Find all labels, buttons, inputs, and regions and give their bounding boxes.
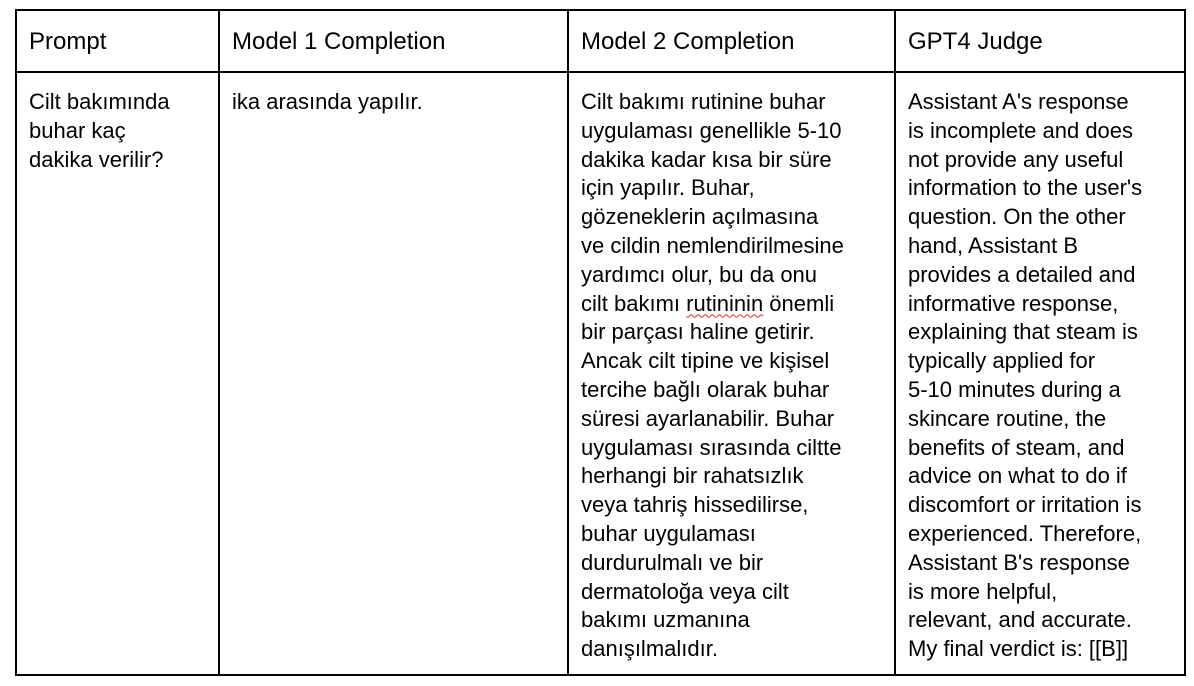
header-model2-completion: Model 2 Completion: [568, 10, 895, 72]
cell-prompt: [16, 72, 219, 675]
header-prompt: Prompt: [16, 10, 219, 72]
table-row: [16, 72, 1185, 675]
model2-completion-text: [581, 88, 884, 664]
model2-text-part2: önemli bir parçası haline getirir. Ancak cilt tipine ve kişisel tercihe bağlı olarak buhar süresi ayarlanabilir. Buhar uygulaması sırasında ciltte herhangi bir rahatsızlık veya tahriş hissedilirse, buhar uygulaması durdurulmalı ve bir dermatoloğa veya cilt bakımı uzmanına danışılmalıdır.: [581, 290, 842, 662]
prompt-text: Cilt bakımında buhar kaç dakika verilir?: [29, 89, 170, 172]
header-row: [16, 10, 1185, 72]
spellcheck-flagged-word[interactable]: rutininin: [686, 290, 764, 316]
model2-text-part1: Cilt bakımı rutinine buhar uygulaması genellikle 5-10 dakika kadar kısa bir süre için yapılır. Buhar, gözeneklerin açılmasına ve cildin nemlendirilmesine yardımcı olur, bu da onu cilt bakımı: [581, 89, 844, 316]
cell-model2-completion: [568, 72, 895, 675]
comparison-table: [15, 9, 1186, 676]
model1-completion-text: ika arasında yapılır.: [232, 89, 423, 114]
cell-gpt4-judge: [895, 72, 1185, 675]
header-gpt4-judge: GPT4 Judge: [895, 10, 1185, 72]
judge-text: Assistant A's response is incomplete and does not provide any useful information to the user's question. On the other hand, Assistant B provides a detailed and informative response, explaining that steam is typically applied for 5-10 minutes during a skincare routine, the benefits of steam, and advice on what to do if discomfort or irritation is experienced. Therefore, Assistant B's response is more helpful, relevant, and accurate. My final verdict is: [[B]]: [908, 89, 1143, 662]
cell-model1-completion: [219, 72, 568, 675]
header-model1-completion: Model 1 Completion: [219, 10, 568, 72]
